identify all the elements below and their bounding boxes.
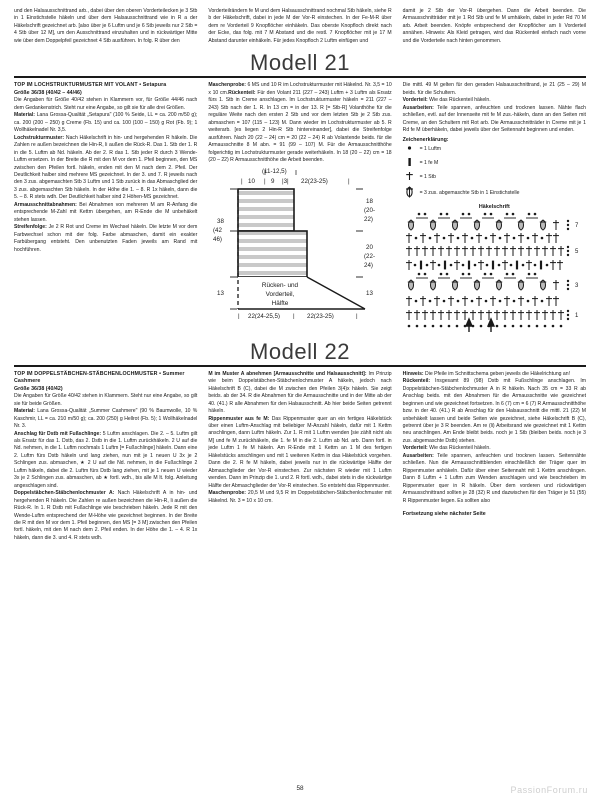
modell-22-finish-label: Ausarbeiten: [402,452,434,459]
svg-text:Vorderteil,: Vorderteil, [265,291,295,299]
svg-text:|: | [293,313,295,320]
svg-text:(22-: (22- [364,253,376,261]
single-crochet-icon [403,157,416,170]
modell-21-finish [403,105,586,135]
continued-col-1 [14,8,197,45]
modell-21-headline: TOP IM LOCHSTRUKTURMUSTER MIT VOLANT • Setapura [14,82,167,89]
crochet-chart [403,211,586,338]
page-number: 58 [296,785,304,792]
modell-22-rib [208,416,391,491]
modell-21-front-label: Vorderteil: [402,97,428,104]
legend-item-chain [403,144,586,155]
svg-text:46): 46) [213,236,223,244]
modell-22-body [14,371,586,543]
modell-21-back-label: Rückenteil: [228,89,256,96]
modell-21-col-3 [403,82,586,337]
chart-row-5-label: 5 [574,248,578,255]
modell-22-back-label: Rückenteil: [402,378,431,385]
modell-21-stripes-label: Streifenfolge: [14,224,47,231]
modell-22-banner [14,340,586,367]
modell-21-finish-label: Ausarbeiten: [402,104,434,111]
modell-21-finish-text: Teile spannen, anfeuchten und trocknen lassen. Nähte flach schließen, evtl. auf der Innenseite mit fe M zus.-häkeln, dann an den Seiten mit Creme, an den Schultern mit Rot arb. Die Armausschnitträder in Creme mit je 1 Rd fe M überhäkeln, dabei jeweils über der Seitennaht beginnen und enden. [402,104,586,134]
svg-text:(20-: (20- [364,207,376,215]
modell-22-gauge [208,490,391,505]
modell-22-front [403,445,586,452]
chart-row-3-label: 3 [574,282,578,289]
svg-text:24): 24) [364,262,374,270]
modell-21-material [14,112,197,134]
modell-22-finish [403,453,586,505]
modell-22-finish-text: Teile spannen, anfeuchten und trocknen lassen. Seitennähte schließen. Nun die Armausschnittblenden einschließlich der Träger quer im Rippenmuster anhäkeln. Dafür über einer Seitennaht mit 1 Kettm anschlingen. Dann 8 Luftm + 1 Luftm zum Wenden anschlagen und wie beschrieben im Rippenmuster quer in R häkeln. Über dem vorderen und rückwärtigen Armausschnittrand sollten je 28 (32) R und dazwischen für den Träger je 51 (55) R Rippenmuster liegen. Es sollten also [402,452,586,504]
schematic-diagram [208,167,391,319]
modell-22-front-label: Vorderteil: [402,445,428,452]
modell-22-pattern-a-label: Doppelstäbchen-Stäbchenlochmuster A: [14,490,115,497]
modell-22-material-text: Lana Grossa-Qualität „Summer Cashmere" (90 % Baumwolle, 10 % Kaschmir, LL = ca. 210 m/50 g); ca. 200 (250) g Hellrot (Fb. 5); 1 Wollhäkelnadel Nr. 3. [14,408,198,430]
modell-21-pattern-text: Nach Häkelschrift in hin- und hergehenden R häkeln. Die Zahlen re außen bezeichnen die Hin-R, li außen die Rück-R. Das 1. Stb der 1. R in die 5. Luftm ab Nd. häkeln. Ab der 2. R das 1. Stb jeder R durch 3 Wende-Luftm ersetzen. In der Breite die R mit den M vor dem 1. Pfeil beginnen, den MS zwischen den Pfeilen fortl. häkeln, enden mit den M nach dem 2. Pfeil. Der Deutlichkeit halber sind mehrere MS gezeichnet. In der 3. und 7. R jeweils nach den 3 zus. abgemaschten Stb 3 Luftm und 1 Stb zurück in das Abmaschglied der 3 zus. abgemaschten Stb häkeln. In der Höhe die 1. – 8. R 1x häkeln, dann die 5. – 8. R stets wdh. Der Deutlichkeit halber sind 2 Höhen-MS gezeichnet. [14,134,198,201]
modell-22-cast-on [14,431,197,491]
svg-text:10: 10 [248,178,256,186]
chart-row-1-label: 1 [574,312,578,319]
modell-21-body [14,82,586,337]
modell-22-back-text: Insgesamt 89 (98) Dstb mit Fußschlinge anschlagen. Im Doppelstäbchen-Stäbchenlochmuster A in R häkeln. Nach 35 cm = 33 R ab Anschlag beids. mit den Abnahmen für die Armausschnitte wie gezeichnet beginnen und wie gezeichnet fortsetzen. In 6 (7) cm = 6 (7) R Armausschnitthöhe bzw. in der 40. (41.) R ab Anschlag für den Halsausschnitt die mittl. 21 (22) M unbehäkelt lassen und beide Seiten wie gezeichnet, siehe Häkelschrift B (C), getrennt über je 3 R beenden. Am re (li) Arbeitsrand wie gezeichnet mit 1 Kettm neu anschlingen. Am Ende bleibt beids. noch je 1 Stb (bleiben beids. noch je 3 zus. abgemaschte Dstb) stehen. [402,378,586,444]
modell-22-col-1 [14,371,197,543]
modell-22-size-note: Die Angaben für Größe 40/42 stehen in Klammern. Steht nur eine Angabe, so gilt sie für beide Größen. [14,393,198,407]
modell-22-hint-text: Die Pfeile im Schnittschema geben jeweils die Häkelrichtung an! [423,370,570,377]
svg-text:Rücken- und: Rücken- und [262,282,299,290]
modell-22-pattern-a-text: Nach Häkelschrift A in hin- und hergehenden R häkeln. Die Zahlen re außen bezeichnen die Hin-R, li außen die Rück-R. In 1. R Dstb mit Fußschlinge wie beschrieben häkeln. Jede R mit den Wende-Luftm entsprechend der M-Höhe wie gezeichnet beginnen. In der Breite die R mit den M vor dem 1. Pfeil beginnen, den MS [= 3 M] zwischen den Pfeilen fortl. häkeln, mit den M nach dem 2. Pfeil enden. In der Höhe die 1. – 4. R 1x häkeln, dann die 3. und 4. R stets wdh. [14,490,198,541]
modell-21-title: Modell 21 [250,50,350,76]
site-watermark: PassionForum.ru [510,785,588,795]
modell-21-size-note: Die Angaben für Größe 40/42 stehen in Klammern vor, für Größe 44/46 nach dem Gedankenstrich. Steht nur eine Angabe, so gilt sie für alle drei Größen. [14,97,198,111]
svg-text:22): 22) [364,216,374,224]
cluster-three-dc-icon [403,186,416,201]
modell-22-col-3 [403,371,586,543]
modell-21-neck: Die mittl. 49 M gelten für den geraden Halsausschnittrand, je 21 (25 – 29) M beids. für die Schultern. [402,82,586,96]
continued-text-block [14,8,586,45]
svg-text:20: 20 [366,244,374,252]
svg-text:|: | [238,313,240,320]
modell-22-decrease-label: M im Muster A abnehmen [Armausschnitte und Halsausschnitt]: [208,370,367,377]
svg-text:22(23-25): 22(23-25) [307,313,335,320]
legend-cluster-label: = 3 zus. abgemaschte Stb in 1 Einstichstelle [419,189,520,196]
modell-22-hint-label: Hinweis: [402,370,424,377]
modell-21-decrease-label: Armausschnittabnahmen: [14,201,77,208]
modell-21-pattern-label: Lochstrukturmuster: [14,134,65,141]
repeat-arrow-right [488,319,494,332]
continued-paragraph-2: Vorderteilrändern fe M und dem Halsausschnittrand nochmal Stb häkeln, siehe R b der Häkelschrift, dabei in jede M der Vor-R einstechen. In der Fe-M-R über dem re Vorderteil 9 Knopflöcher einhäkeln. Das oberste Knopfloch direkt nach der Ecke, das folg. mit 7 M Abstand und die restl. 7 Knopflöcher mit je 17 M Abstand darunter einhäkeln. Für jedes Knopfloch 2 Luftm einfügen und [208,8,392,44]
modell-21-banner [14,51,586,78]
legend-sc-label: = 1 fe M [419,159,439,166]
modell-22-decrease [208,371,391,416]
svg-text:13: 13 [217,290,225,298]
continued-paragraph-1: und den Halsausschnittrand arb., dabei über den oberen Vorderteilecken je 3 Stb in 1 Einstichstelle häkeln und über dem Halsausschnittrand wie in R a der Häkelschrift gezeichnet arb. [also über je 6 Luftm und je 6 Stb jeweils nur 2 Stb = 4 Stb über 12 M], um den Ausschnittrand einzuhalten und in rückwärtiger Mitte wie über dem Doppelpfeil gezeichnet 4 Stb ausführen. In folg. R über den [14,8,198,44]
svg-text:|: | [264,178,266,186]
modell-21-gauge-text: 6 MS und 10 R im Lochstrukturmuster mit Häkelnd. Nr. 3,5 = 10 x 10 cm. [208,82,392,96]
modell-21-stripes [14,224,197,254]
legend-title: Zeichenerklärung: [402,136,449,143]
svg-text:Hälfte: Hälfte [271,300,289,308]
modell-21-decrease-text: Bei Abnahmen von mehreren M am R-Anfang die entsprechende M-Zahl mit Kettm übergehen, am R-Ende die M unbehäkelt stehen lassen. [14,201,198,223]
modell-21-col-2 [208,82,391,337]
modell-21-pattern [14,135,197,202]
modell-21-gauge-label: Maschenprobe: [208,82,246,89]
modell-22-back [403,378,586,445]
modell-22-title: Modell 22 [250,338,350,364]
svg-text:18: 18 [366,198,374,206]
modell-21-material-label: Material: [14,112,35,119]
modell-22-headline: TOP IM DOPPELSTÄBCHEN-STÄBCHENLOCHMUSTER • Summer Cashmere [14,370,185,385]
modell-22-gauge-label: Maschenprobe: [208,490,246,497]
legend-chain-label: = 1 Luftm [419,146,442,153]
svg-text:(42: (42 [213,227,223,235]
continued-paragraph-3: damit je 2 Stb der Vor-R übergehen. Dann die Arbeit beenden. Die Armausschnitträder mit je 1 Rd Stb und fe M umhäkeln, dabei in jeder Rd 70 M arb. Arbeit beenden. Knöpfe entsprechend der Knopflöcher am li Vorderteil annähen. Hinweis: Als Kleid getragen, wird das Rückenteil einfach nach vorne und die Vorderteile nach hinten genommen. [402,8,586,44]
modell-21-gauge [208,82,391,164]
legend-item-single-crochet [403,157,586,170]
modell-21-material-text: Lana Grossa-Qualität „Setapura" (100 % Seide, LL = ca. 200 m/50 g); ca. 200 (200 – 250) g Creme (Fb. 15) und ca. 100 (100 – 150) g Rot (Fb. 9); 1 Wollhäkelnadel Nr. 3,5. [14,112,198,134]
legend-dc-label: = 1 Stb [419,174,436,181]
modell-22-cast-label: Anschlag für Dstb mit Fußschlinge: [14,430,102,437]
modell-22-cast-text: 5 Luftm anschlagen. Die 2. – 5. Luftm gilt als Ersatz für das 1. Dstb, das 2. Dstb in die 1. Luftm zurückhäkeln. 2 U auf die Nd. nehmen, in die 1. Luftm nochmals 1 Luftm [= Fußschlinge] häkeln. Dann eine 2. Luftm fürs Dstb häkeln und lang ziehen, nun mit je 1 neuen U 3x je 2 Schlingen zus. abmaschen, ★ 2 U auf die Nd. nehmen, in die Fußschlinge 2 Luftm häkeln, dabei die 2. Luftm fürs Dstb lang ziehen, mit je 1 neuen U wieder 3x je 2 Schlingen zus. abmaschen, ab ★ fortl. wdh., bis alle M lt. folg. Anleitung angeschlagen sind. [14,430,198,489]
continued-col-3 [403,8,586,45]
modell-22-size: Größe 36/38 (40/42) [14,385,63,392]
modell-22-material [14,408,197,430]
svg-text:22(23-25): 22(23-25) [301,178,329,186]
svg-text:|: | [356,313,358,320]
chain-stitch-icon [403,144,416,155]
chart-row-7-label: 7 [574,222,578,229]
svg-text:|3|: |3| [282,178,289,186]
double-crochet-icon [403,171,416,184]
modell-21-col-1 [14,82,197,337]
modell-21-decrease [14,202,197,224]
svg-text:38: 38 [217,218,225,226]
modell-22-hint [403,371,586,378]
svg-text:|: | [241,178,243,186]
modell-22-front-text: Wie das Rückenteil häkeln. [427,445,491,452]
modell-22-pattern-a [14,490,197,542]
svg-text:22(24-25,5): 22(24-25,5) [248,313,281,320]
modell-22-decrease-text: Im Prinzip wie beim Doppelstäbchen-Stäbchenlochmuster A häkeln, jedoch nach Häkelschrift B (C), dabei die M zwischen den Pfeilen 3(4)x häkeln. Sie zeigt beids. ab der 34. R die Abnahmen für die Armausschnitte und in der Mitte ab der 40. (41.) R alle Abnahmen für den Halsausschnitt. Ab hier beide Seiten getrennt häkeln. [208,370,392,415]
svg-text:9: 9 [271,178,275,186]
modell-21-divider [14,76,586,78]
modell-22-rib-text: Das Rippenmuster quer an ein fertiges Häkelstück über einen Luftm-Anschlag mit beliebiger M-Anzahl häkeln, dafür mit 1 Kettm anschlingen, dann Luftm häkeln. Zur 1. R mit 1 Luftm wenden [sie zählt nicht als M] und fe M zurückhäkeln, die 1. fe M in die 2. Luftm ab Nd. arb. Dann fortl. in jede Luftm 1 fe M häkeln. Am R-Ende mit 1 Kettm an 1 M des fertigen Häkelstücks anschlingen und mit 1 weiteren Kettm in das Häkelstück vorgehen. Dann die 2. R fe M häkeln, dabei jeweils nur in die rückwärtige Hälfte der Abmaschglieder der Vor-R einstechen. Zur nächsten R wieder mit 1 Luftm wenden. Dann im Prinzip die 1. und 2. R fortl. wdh., dabei stets in die rückwärtige Hälfte der Abmaschglieder der Vor-R einstechen. So entsteht das Rippenmuster. [208,415,392,489]
continued-col-2 [208,8,391,45]
modell-22-gauge-text: 20,5 M und 9,5 R im Doppelstäbchen-Stäbchenlochmuster mit Häkelnd. Nr. 3 = 10 x 10 cm. [208,490,392,504]
svg-text:13: 13 [366,290,374,298]
modell-21-front [403,97,586,104]
repeat-arrow-left [466,319,472,332]
modell-22-rib-label: Rippenmuster aus fe M: [208,415,270,422]
svg-text:|: | [348,178,350,186]
continuation-note: Fortsetzung siehe nächster Seite [402,510,486,517]
haekelschrift-title: Häkelschrift [478,203,510,210]
svg-text:(11-12,5): (11-12,5) [262,168,287,176]
modell-21-back-text: Für den Volant 211 (227 – 243) Luftm + 3 Luftm als Ersatz fürs 1. Stb in Creme anschlagen. Im Lochstrukturmuster häkeln = 211 (227 – 243) Stb nach der 1. R. In 13 cm = in der 13. R [= Stb-R] Volanthöhe für die reguläre Weite nach den ersten 2 Stb und vor dem letzten Stb je 2 Stb zus. abmaschen = 107 (115 – 123) M. Dann wieder im Lochstrukturmuster ab 5. R weiterarb. [es liegen 2 Hin-R Stb hintereinander], dabei die Streifenfolge ausführen. Nach 20 (22 – 24) cm = 20 (22 – 24) R ab Volantende beids. für die Armausschnitte 8 M abn. = 91 (99 – 107) M. Für die Armausschnitthöhe folgerichtig im Lochstrukturmuster gerade weiterhäkeln. In 18 (20 – 22) cm = 18 (20 – 22) R Armausschnitthöhe die Arbeit beenden. [208,89,392,163]
modell-22-material-label: Material: [14,408,35,415]
modell-21-stripes-text: Je 2 R Rot und Creme im Wechsel häkeln. Die letzte M vor dem Farbwechsel schon mit der folg. Farbe abmaschen, damit ein exakter Farbübergang entsteht. Den unbenutzten Faden jeweils am Rand mit hochführen. [14,224,198,253]
modell-22-col-2 [208,371,391,543]
legend-item-cluster [403,186,586,201]
modell-22-divider [14,365,586,367]
modell-21-size: Größe 36/38 (40/42 – 44/46) [14,89,82,96]
modell-21-front-text: Wie das Rückenteil häkeln. [427,97,491,104]
legend-item-double-crochet [403,171,586,184]
